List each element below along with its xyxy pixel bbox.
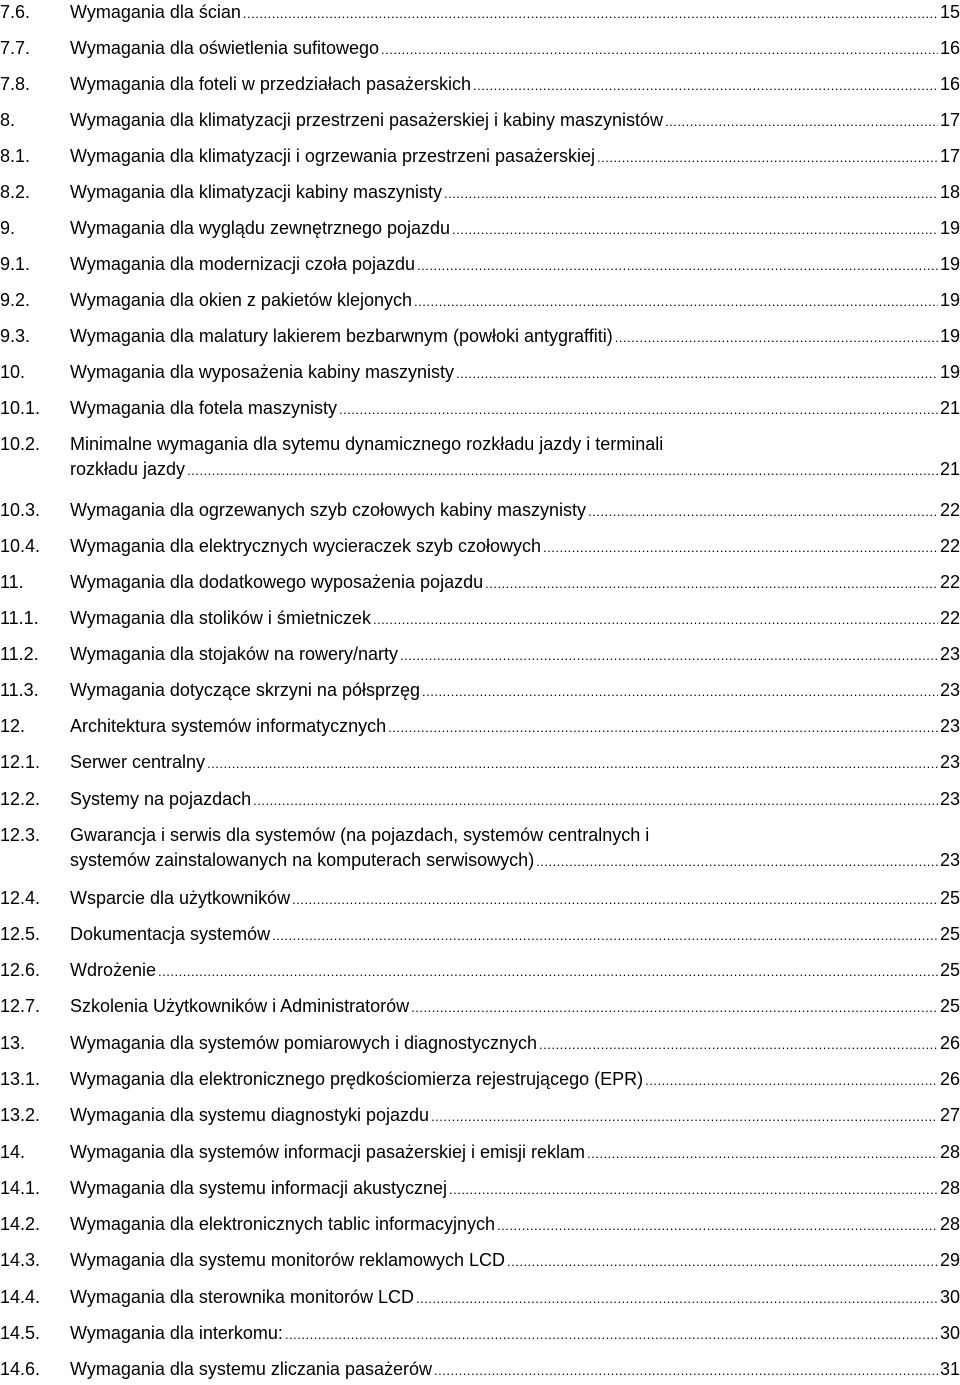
toc-entry-page-number: 19 <box>939 254 960 274</box>
toc-entry-title: Wymagania dla klimatyzacji kabiny maszynisty <box>70 182 442 202</box>
toc-entry-body <box>70 324 960 349</box>
toc-entry-line <box>70 1212 960 1237</box>
toc-entry-number: 10.2. <box>0 434 41 454</box>
toc-entry-line <box>70 994 960 1019</box>
dot-leader <box>243 1 938 25</box>
toc-entry-body <box>70 1067 960 1092</box>
toc-entry-line <box>70 360 960 385</box>
toc-entry-body <box>70 0 960 25</box>
toc-entry-page-number: 19 <box>939 326 960 346</box>
toc-entry-title: Wymagania dla dodatkowego wyposażenia pojazdu <box>70 572 484 592</box>
dot-leader <box>543 535 938 559</box>
toc-entry-page-number: 22 <box>939 500 960 520</box>
toc-entry-page-number: 23 <box>939 789 960 809</box>
toc-entry-body <box>70 958 960 983</box>
toc-entry-page-number: 16 <box>939 38 960 58</box>
toc-entry-page-number: 29 <box>939 1250 960 1270</box>
toc-entry-body <box>70 180 960 205</box>
dot-leader <box>431 1104 938 1128</box>
dot-leader <box>539 1032 938 1056</box>
toc-entry-title: Serwer centralny <box>70 752 206 772</box>
dot-leader <box>507 1249 938 1273</box>
dot-leader <box>456 361 938 385</box>
toc-entry-body <box>70 1176 960 1201</box>
toc-entry-line <box>70 72 960 97</box>
dot-leader <box>187 458 938 482</box>
toc-entry-page-number: 22 <box>939 608 960 628</box>
toc-entry-line <box>70 36 960 61</box>
toc-entry-body <box>70 642 960 667</box>
toc-entry-number: 12. <box>0 716 26 736</box>
toc-entry-body <box>70 534 960 559</box>
toc-entry-body <box>70 144 960 169</box>
dot-leader <box>615 325 938 349</box>
toc-entry-title: Wymagania dla ogrzewanych szyb czołowych kabiny maszynisty <box>70 500 587 520</box>
toc-entry-line <box>70 958 960 983</box>
toc-entry-line <box>70 498 960 523</box>
toc-entry-page-number: 28 <box>939 1142 960 1162</box>
toc-entry-page-number: 17 <box>939 146 960 166</box>
toc-entry-title: Szkolenia Użytkowników i Administratorów <box>70 996 410 1016</box>
toc-entry-title: Wymagania dla systemu zliczania pasażerów <box>70 1359 432 1379</box>
toc-entry-number: 7.6. <box>0 2 31 22</box>
toc-entry-number: 7.8. <box>0 74 31 94</box>
dot-leader <box>158 959 938 983</box>
toc-entry-title: Wymagania dla wyposażenia kabiny maszynisty <box>70 362 455 382</box>
toc-entry-line <box>70 396 960 421</box>
toc-entry-number: 12.4. <box>0 888 41 908</box>
toc-entry-title-first-line: Minimalne wymagania dla sytemu dynamicznego rozkładu jazdy i terminali <box>70 434 664 454</box>
toc-entry-page-number: 17 <box>939 110 960 130</box>
dot-leader <box>272 923 938 947</box>
toc-entry-title: Wymagania dla systemów pomiarowych i diagnostycznych <box>70 1033 538 1053</box>
toc-entry-number: 12.1. <box>0 752 41 772</box>
toc-entry-page-number: 15 <box>939 2 960 22</box>
toc-entry-body <box>70 787 960 812</box>
toc-entry-body <box>70 1285 960 1310</box>
toc-entry-line <box>70 144 960 169</box>
toc-entry-number: 11. <box>0 572 24 592</box>
dot-leader <box>449 1177 938 1201</box>
toc-entry-body <box>70 606 960 631</box>
toc-entry-title: Architektura systemów informatycznych <box>70 716 387 736</box>
toc-entry-page-number: 25 <box>939 888 960 908</box>
toc-entry-body <box>70 678 960 703</box>
toc-entry-page-number: 18 <box>939 182 960 202</box>
dot-leader <box>444 181 938 205</box>
toc-entry-title: Wymagania dla systemu informacji akustycznej <box>70 1178 447 1198</box>
toc-entry-line <box>70 324 960 349</box>
toc-entry-line <box>70 642 960 667</box>
dot-leader <box>485 571 938 595</box>
toc-entry-body <box>70 714 960 739</box>
toc-entry-number: 10. <box>0 362 26 382</box>
toc-entry-body <box>70 750 960 775</box>
toc-entry-body <box>70 216 960 241</box>
toc-entry-line <box>70 1285 960 1310</box>
toc-entry-title: Wymagania dla oświetlenia sufitowego <box>70 38 380 58</box>
toc-entry-number: 11.2. <box>0 644 39 664</box>
toc-entry-body <box>70 288 960 313</box>
toc-entry-body <box>70 252 960 277</box>
dot-leader <box>588 499 938 523</box>
toc-entry-title: Wymagania dla fotela maszynisty <box>70 398 337 418</box>
dot-leader <box>597 145 938 169</box>
toc-entry-number: 12.5. <box>0 924 41 944</box>
toc-entry-page-number: 21 <box>939 398 960 418</box>
toc-entry-title: Wsparcie dla użytkowników <box>70 888 291 908</box>
toc-entry-number: 14.2. <box>0 1214 41 1234</box>
toc-entry-title: systemów zainstalowanych na komputerach serwisowych) <box>70 850 535 870</box>
toc-entry-number: 13.2. <box>0 1105 41 1125</box>
toc-entry-title: Wymagania dla stojaków na rowery/narty <box>70 644 398 664</box>
toc-entry-number: 14.1. <box>0 1178 41 1198</box>
toc-entry-line <box>70 678 960 703</box>
toc-entry-page-number: 27 <box>939 1105 960 1125</box>
toc-entry-body <box>70 922 960 947</box>
toc-entry-body <box>70 1248 960 1273</box>
toc-entry-line <box>70 606 960 631</box>
toc-entry-body <box>70 1357 960 1382</box>
toc-entry-number: 8.1. <box>0 146 31 166</box>
toc-entry-title: Wymagania dla systemu monitorów reklamowych LCD <box>70 1250 505 1270</box>
toc-entry-body <box>70 1031 960 1056</box>
toc-entry-line <box>70 216 960 241</box>
toc-entry-body <box>70 1140 960 1165</box>
dot-leader <box>536 849 938 873</box>
toc-entry-body <box>70 823 960 873</box>
dot-leader <box>411 995 938 1019</box>
toc-entry-number: 11.1. <box>0 608 39 628</box>
toc-entry-page-number: 30 <box>939 1323 960 1343</box>
toc-entry-page-number: 23 <box>939 716 960 736</box>
toc-entry-line <box>70 848 960 873</box>
toc-entry-line <box>70 457 960 482</box>
toc-entry-page-number: 22 <box>939 536 960 556</box>
toc-entry-page-number: 31 <box>939 1359 960 1379</box>
dot-leader <box>388 715 938 739</box>
toc-entry-line <box>70 1248 960 1273</box>
toc-entry-body <box>70 570 960 595</box>
toc-entry-title: Wymagania dla okien z pakietów klejonych <box>70 290 413 310</box>
dot-leader <box>417 253 938 277</box>
toc-entry-page-number: 16 <box>939 74 960 94</box>
toc-entry-page-number: 19 <box>939 290 960 310</box>
dot-leader <box>414 289 938 313</box>
toc-entry-number: 10.3. <box>0 500 41 520</box>
dot-leader <box>422 679 938 703</box>
dot-leader <box>497 1213 938 1237</box>
toc-entry-number: 12.3. <box>0 825 41 845</box>
toc-entry-title: Wymagania dla modernizacji czoła pojazdu <box>70 254 416 274</box>
dot-leader <box>285 1322 938 1346</box>
toc-entry-body <box>70 432 960 482</box>
toc-entry-title: Wymagania dla ścian <box>70 2 241 22</box>
toc-entry-title-first-line: Gwarancja i serwis dla systemów (na pojazdach, systemów centralnych i <box>70 825 650 845</box>
toc-entry-number: 12.2. <box>0 789 41 809</box>
toc-entry-title: Wymagania dla systemu diagnostyki pojazdu <box>70 1105 430 1125</box>
toc-entry-page-number: 28 <box>939 1178 960 1198</box>
toc-entry-number: 8. <box>0 110 16 130</box>
toc-entry-page-number: 26 <box>939 1069 960 1089</box>
toc-entry-number: 10.1. <box>0 398 41 418</box>
toc-entry-title: Dokumentacja systemów <box>70 924 271 944</box>
toc-entry-title: Wymagania dla klimatyzacji przestrzeni pasażerskiej i kabiny maszynistów <box>70 110 664 130</box>
toc-entry-title: Wymagania dla foteli w przedziałach pasażerskich <box>70 74 472 94</box>
toc-entry-number: 13.1. <box>0 1069 41 1089</box>
toc-entry-line <box>70 252 960 277</box>
toc-entry-title: rozkładu jazdy <box>70 459 186 479</box>
dot-leader <box>645 1068 938 1092</box>
toc-entry-number: 11.3. <box>0 680 39 700</box>
toc-entry-line <box>70 1067 960 1092</box>
toc-entry-line <box>70 0 960 25</box>
toc-entry-line <box>70 922 960 947</box>
toc-entry-number: 12.6. <box>0 960 41 980</box>
toc-entry-title: Wymagania dla interkomu: <box>70 1323 283 1343</box>
toc-entry-page-number: 19 <box>939 362 960 382</box>
toc-entry-body <box>70 108 960 133</box>
dot-leader <box>416 1286 938 1310</box>
dot-leader <box>434 1358 938 1382</box>
toc-entry-number: 9.1. <box>0 254 31 274</box>
dot-leader <box>253 788 938 812</box>
toc-entry-page-number: 25 <box>939 924 960 944</box>
toc-entry-page-number: 26 <box>939 1033 960 1053</box>
dot-leader <box>381 37 938 61</box>
toc-entry-number: 14.5. <box>0 1323 41 1343</box>
toc-entry-line <box>70 886 960 911</box>
toc-entry-number: 12.7. <box>0 996 41 1016</box>
toc-entry-number: 13. <box>0 1033 26 1053</box>
toc-entry-page-number: 23 <box>939 680 960 700</box>
toc-entry-body <box>70 1321 960 1346</box>
toc-entry-line <box>70 750 960 775</box>
toc-entry-line <box>70 180 960 205</box>
toc-entry-number: 14. <box>0 1142 26 1162</box>
toc-entry-body <box>70 72 960 97</box>
toc-entry-page-number: 28 <box>939 1214 960 1234</box>
toc-entry-title: Systemy na pojazdach <box>70 789 252 809</box>
toc-entry-title: Wymagania dotyczące skrzyni na półsprzęg <box>70 680 420 700</box>
toc-entry-number: 10.4. <box>0 536 41 556</box>
dot-leader <box>292 887 938 911</box>
toc-entry-body <box>70 1103 960 1128</box>
toc-entry-line <box>70 534 960 559</box>
toc-entry-title-line <box>70 432 960 457</box>
toc-entry-page-number: 21 <box>939 459 960 479</box>
toc-entry-title: Wdrożenie <box>70 960 157 980</box>
toc-entry-title: Wymagania dla malatury lakierem bezbarwnym (powłoki antygraffiti) <box>70 326 613 346</box>
toc-entry-title: Wymagania dla sterownika monitorów LCD <box>70 1287 414 1307</box>
toc-entry-page-number: 22 <box>939 572 960 592</box>
toc-entry-body <box>70 886 960 911</box>
dot-leader <box>665 109 938 133</box>
toc-entry-line <box>70 108 960 133</box>
toc-entry-line <box>70 1321 960 1346</box>
toc-entry-body <box>70 498 960 523</box>
toc-entry-title: Wymagania dla elektronicznych tablic informacyjnych <box>70 1214 496 1234</box>
toc-entry-number: 14.4. <box>0 1287 41 1307</box>
toc-entry-line <box>70 1031 960 1056</box>
toc-entry-number: 8.2. <box>0 182 31 202</box>
toc-entry-page-number: 23 <box>939 850 960 870</box>
toc-entry-number: 9.3. <box>0 326 31 346</box>
toc-entry-title: Wymagania dla elektrycznych wycieraczek szyb czołowych <box>70 536 542 556</box>
toc-entry-body <box>70 994 960 1019</box>
toc-entry-number: 14.3. <box>0 1250 41 1270</box>
toc-entry-line <box>70 570 960 595</box>
dot-leader <box>339 397 938 421</box>
toc-entry-title: Wymagania dla stolików i śmietniczek <box>70 608 371 628</box>
toc-entry-line <box>70 1357 960 1382</box>
toc-entry-page-number: 19 <box>939 218 960 238</box>
toc-entry-line <box>70 1103 960 1128</box>
toc-entry-body <box>70 1212 960 1237</box>
toc-entry-title: Wymagania dla systemów informacji pasażerskiej i emisji reklam <box>70 1142 585 1162</box>
toc-entry-number: 9. <box>0 218 16 238</box>
toc-entry-title: Wymagania dla wyglądu zewnętrznego pojazdu <box>70 218 451 238</box>
toc-entry-page-number: 30 <box>939 1287 960 1307</box>
toc-entry-line <box>70 1176 960 1201</box>
dot-leader <box>207 751 938 775</box>
toc-entry-body <box>70 396 960 421</box>
toc-entry-title: Wymagania dla elektronicznego prędkościomierza rejestrującego (EPR) <box>70 1069 644 1089</box>
toc-entry-page-number: 23 <box>939 644 960 664</box>
dot-leader <box>473 73 938 97</box>
toc-entry-title: Wymagania dla klimatyzacji i ogrzewania przestrzeni pasażerskiej <box>70 146 596 166</box>
toc-entry-page-number: 25 <box>939 960 960 980</box>
toc-entry-page-number: 25 <box>939 996 960 1016</box>
toc-entry-body <box>70 360 960 385</box>
dot-leader <box>587 1141 938 1165</box>
toc-entry-body <box>70 36 960 61</box>
toc-entry-line <box>70 288 960 313</box>
toc-entry-page-number: 23 <box>939 752 960 772</box>
toc-entry-line <box>70 1140 960 1165</box>
toc-entry-line <box>70 714 960 739</box>
dot-leader <box>373 607 938 631</box>
toc-entry-title-line <box>70 823 960 848</box>
toc-entry-line <box>70 787 960 812</box>
toc-entry-number: 14.6. <box>0 1359 41 1379</box>
dot-leader <box>400 643 938 667</box>
dot-leader <box>452 217 938 241</box>
toc-entry-number: 9.2. <box>0 290 31 310</box>
toc-entry-number: 7.7. <box>0 38 31 58</box>
